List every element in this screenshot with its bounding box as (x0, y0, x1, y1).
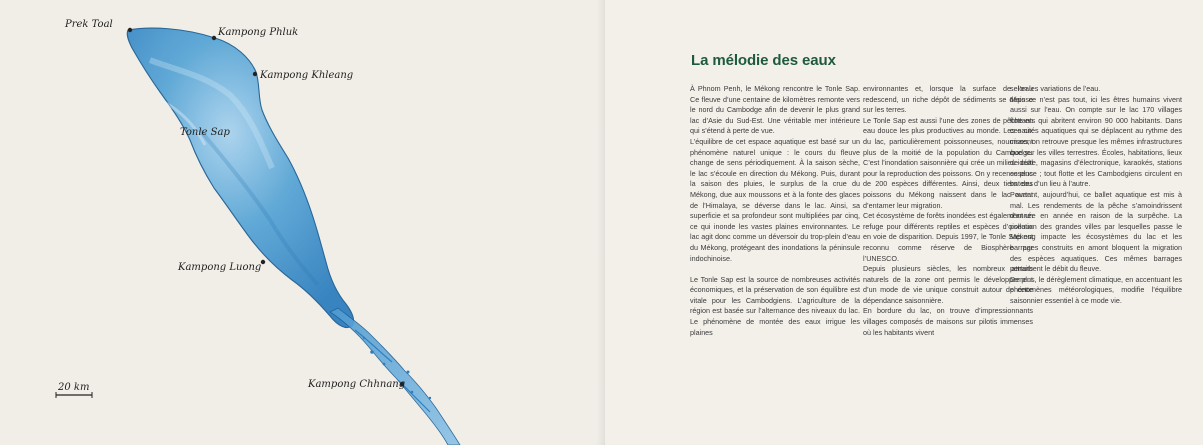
label-kampong-phluk: Kampong Phluk (218, 27, 299, 38)
label-tonle-sap: Tonle Sap (180, 127, 230, 138)
label-kampong-luong: Kampong Luong (178, 262, 262, 273)
paragraph: Le Tonle Sap est aussi l’une des zones de pêche en eau douce les plus productives au monde. Les eaux du lac, particulièrement poissonneuses, nourrissent plus de la moitié de la population du Cambodge. C’est l’inondation saisonnière qui crée un milieu idéal pour la reproduction des poissons. On y recense plus de 200 espèces différentes. Ainsi, deux tiers des poissons du Mékong naissent dans le lac avant d’entamer leur migration. (863, 115, 1033, 210)
map-scale (56, 382, 92, 398)
article-title: La mélodie des eaux (691, 52, 836, 69)
paragraph: environnantes et, lorsque la surface de l’eau redescend, un riche dépôt de sédiments se dépose sur les terres. (863, 84, 1033, 115)
paragraph: L’équilibre de cet espace aquatique est basé sur un phénomène naturel unique : le cours du fleuve change de sens périodiquement. À la saison sèche, le lac s’écoule en direction du Mékong. Puis, durant la saison des pluies, le surplus de la crue du Mékong, due aux moussons et à la fonte des glaces de l’Himalaya, se déverse dans le lac. Ainsi, sa superficie et sa profondeur sont multipliées par cinq, ce qui inonde les vastes plaines environnantes. Le lac agit donc comme un déversoir du trop-plein d’eau du Mékong, protégeant des inondations la péninsule indochinoise. (690, 136, 860, 263)
kampong-khleang-marker (253, 72, 257, 76)
label-prek-toal: Prek Toal (65, 19, 113, 30)
text-column-3 (1010, 84, 1182, 306)
text-column-1 (690, 84, 860, 338)
paragraph: Pourtant, aujourd’hui, ce ballet aquatique est mis à mal. Les rendements de la pêche s’amoindrissent d’année en année en raison de la surpêche. La pollution des grandes villes par lesquelles passe le Mékong impacte les écosystèmes du lac et les barrages construits en amont bloquent la migration des espèces aquatiques. Ces mêmes barrages perturbent le débit du fleuve. (1010, 189, 1182, 274)
paragraph: Mais ce n’est pas tout, ici les êtres humains vivent aussi sur l’eau. On compte sur le lac 170 villages flottants qui abritent environ 90 000 habitants. Dans ces cités aquatiques qui se déplacent au rythme des crues, on retrouve presque les mêmes infrastructures que sur les villes terrestres. Écoles, habitations, lieux de culte, magasins d’électronique, karaokés, stations essence ; tout flotte et les Cambodgiens circulent en bateau d’un lieu à l’autre. (1010, 94, 1182, 189)
kampong-luong-marker (261, 260, 265, 264)
river-shape (330, 308, 460, 445)
prek-toal-marker (128, 28, 132, 32)
paragraph: Le Tonle Sap est la source de nombreuses activités économiques, et la préservation de son équilibre est vitale pour les Cambodgiens. L’agriculture de la région est basée sur l’alternance des niveaux du lac. Le phénomène de montée des eaux irrigue les plaines (690, 274, 860, 337)
text-column-2 (863, 84, 1033, 338)
paragraph: selon les variations de l’eau. (1010, 84, 1101, 93)
paragraph: Cet écosystème de forêts inondées est également un refuge pour différents reptiles et espèces d’oiseaux en voie de disparition. Depuis 1997, le Tonle Sap est reconnu comme réserve de Biosphère par l’UNESCO. (863, 211, 1033, 263)
scale-label: 20 km (58, 382, 90, 393)
paragraph: De plus, le dérèglement climatique, en accentuant les phénomènes météorologiques, modifie l’équilibre saisonnier essentiel à ce mode vie. (1010, 274, 1182, 305)
label-kampong-khleang: Kampong Khleang (260, 70, 354, 81)
kampong-phluk-marker (212, 36, 216, 40)
paragraph: En bordure du lac, on trouve d’impressionnants villages composés de maisons sur pilotis immenses où les habitants vivent (863, 306, 1033, 337)
label-kampong-chhnang: Kampong Chhnang (308, 379, 406, 390)
paragraph: À Phnom Penh, le Mékong rencontre le Tonle Sap. Ce fleuve d’une centaine de kilomètres remonte vers le nord du Cambodge afin de devenir le plus grand lac d’Asie du Sud-Est. Une véritable mer intérieure qui s’étend à perte de vue. (690, 84, 860, 136)
paragraph: Depuis plusieurs siècles, les nombreux attraits naturels de la zone ont permis le développement d’un mode de vie unique construit autour de cette dépendance saisonnière. (863, 264, 1033, 305)
